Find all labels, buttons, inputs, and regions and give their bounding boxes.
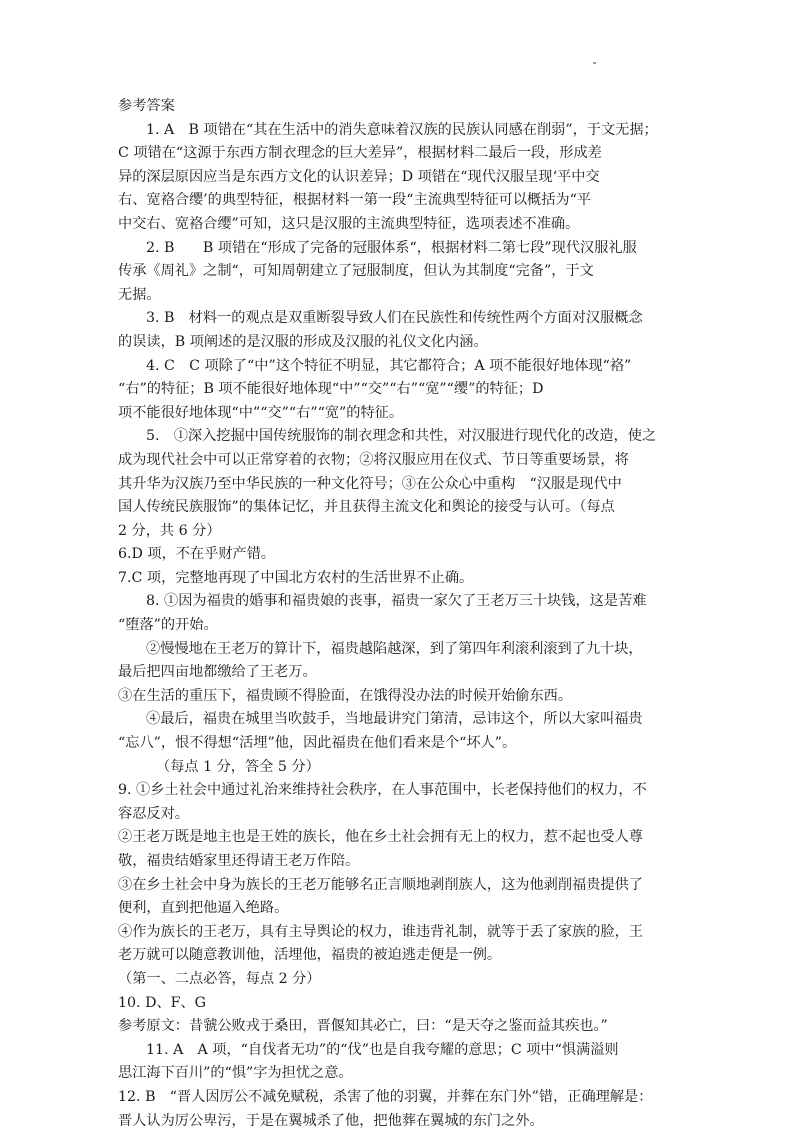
scan-mark [593, 62, 596, 64]
text-line: 4. C C 项除了“中”这个特征不明显，其它都符合；A 项不能很好地体现“袼” [146, 357, 632, 374]
text-line: 成为现代社会中可以正常穿着的衣物；②将汉服应用在仪式、节日等重要场景，将 [118, 451, 629, 468]
text-line: “堕落”的开始。 [118, 617, 218, 634]
text-line: ④最后，福贵在城里当吹鼓手，当地最讲究门第清，忌讳这个，所以大家叫福贵 [146, 711, 643, 728]
text-line: 8. ①因为福贵的婚事和福贵娘的丧事，福贵一家欠了王老万三十块钱，这是苦难 [146, 593, 647, 610]
text-line: 敬，福贵结婚家里还得请王老万作陪。 [118, 853, 360, 869]
text-line: 无据。 [118, 286, 161, 303]
text-line: 项不能很好地体现“中”“交”“右”“宽”的特征。 [118, 404, 404, 421]
text-line: 1. A B 项错在“其在生活中的消失意味着汉族的民族认同感在削弱”，于文无据； [146, 121, 658, 138]
text-line: ③在生活的重压下，福贵顾不得脸面，在饿得没办法的时候开始偷东西。 [118, 687, 573, 704]
answer-list [118, 119, 684, 1133]
text-line: 5. ①深入挖掘中国传统服饰的制衣理念和共性，对汉服进行现代化的改造，使之 [146, 428, 657, 445]
text-line: “右”的特征；B 项不能很好地体现“中”“交”“右”“宽”“缨”的特征；D [118, 381, 544, 398]
text-line: 2. B B 项错在“形成了完备的冠服体系“，根据材料二第七段”现代汉服礼服 [146, 239, 637, 256]
text-line: 最后把四亩地都缴给了王老万。 [118, 664, 317, 681]
answer-11 [118, 1039, 684, 1086]
text-line: 传承《周礼》之制“，可知周朝建立了冠服制度，但认为其制度“完备”，于文 [118, 263, 594, 280]
answer-8-point-3 [118, 685, 684, 709]
answer-5 [118, 425, 684, 543]
text-line: 国人传统民族服饰”的集体记忆，并且获得主流文化和舆论的接受与认可。（每点 [118, 499, 615, 516]
text-line: C 项错在“这源于东西方制衣理念的巨大差异”，根据材料二最后一段，形成差 [118, 145, 602, 162]
text-line: 思江海下百川”的“惧”字为担忧之意。 [118, 1065, 353, 1082]
text-line: 10. D、F、G [118, 994, 207, 1011]
text-line: （每点 1 分，答全 5 分） [156, 758, 320, 775]
text-line: 11. A A 项，“自伐者无功”的“伐”也是自我夸耀的意思；C 项中“惧满溢则 [146, 1041, 619, 1058]
text-line: 老万就可以随意教训他，活埋他，福贵的被迫逃走便是一例。 [118, 947, 502, 964]
answer-9-point-4 [118, 921, 684, 968]
text-line: 12. B “晋人因厉公不减免赋税，杀害了他的羽翼，并葬在东门外”错，正确理解是： [118, 1088, 653, 1105]
text-line: ③在乡土社会中身为族长的王老万能够名正言顺地剥削族人，这为他剥削福贵提供了 [118, 876, 643, 893]
text-line: 3. B 材料一的观点是双重断裂导致人们在民族性和传统性两个方面对汉服概念 [146, 310, 643, 327]
text-line: ④作为族长的王老万，具有主导舆论的权力，谁违背礼制，就等于丢了家族的脸，王 [118, 923, 643, 940]
answer-content [118, 95, 684, 1133]
text-line: 其升华为汉族乃至中华民族的一种文化符号；③在公众心中重构 “汉服是现代中 [118, 475, 622, 492]
answer-7 [118, 567, 684, 591]
text-line: 参考原文：昔虢公败戎于桑田，晋偃知其必亡，曰：“是天夺之鉴而益其疾也。” [118, 1018, 608, 1035]
answer-8-point-1 [118, 590, 684, 637]
text-line: 容忍反对。 [118, 805, 189, 822]
answer-6 [118, 543, 684, 567]
text-line: 便利，直到把他逼入绝路。 [118, 900, 289, 917]
answer-1 [118, 119, 684, 237]
answer-9-point-2 [118, 826, 684, 873]
text-line: 6.D 项，不在乎财产错。 [118, 546, 276, 563]
answer-9-point-1 [118, 779, 684, 826]
answer-9-point-3 [118, 874, 684, 921]
answer-3 [118, 307, 684, 354]
text-line: 7.C 项，完整地再现了中国北方农村的生活世界不止确。 [118, 569, 474, 586]
text-line: ②慢慢地在王老万的算计下，福贵越陷越深，到了第四年利滚利滚到了九十块， [146, 640, 643, 657]
answer-8-score [118, 756, 684, 780]
text-line: 中交右、宽袼合缨”可知，这只是汉服的主流典型特征，选项表述不准确。 [118, 215, 580, 232]
answer-9-score [118, 968, 684, 992]
text-line: 的误读，B 项阐述的是汉服的形成及汉服的礼仪文化内涵。 [118, 333, 488, 350]
answer-8-point-4 [118, 708, 684, 755]
answer-10 [118, 992, 684, 1016]
text-line: 2 分，共 6 分） [118, 522, 221, 539]
text-line: ②王老万既是地主也是王姓的族长，他在乡土社会拥有无上的权力，惹不起也受人尊 [118, 829, 643, 846]
text-line: 9. ①乡土社会中通过礼治来维持社会秩序，在人事范围中，长老保持他们的权力，不 [118, 782, 647, 799]
reference-original-text [118, 1015, 684, 1039]
text-line: 右、宽袼合缨’的典型特征，根据材料一第一段“主流典型特征可以概括为“平 [118, 192, 592, 209]
text-line: 异的深层原因应当是东西方文化的认识差异；D 项错在“现代汉服呈现‘平中交 [118, 168, 600, 185]
answer-8-point-2 [118, 638, 684, 685]
text-line: 晋人认为厉公卑污，于是在翼城杀了他，把他葬在翼城的东门之外。 [118, 1112, 544, 1129]
answer-12 [118, 1086, 684, 1133]
page-heading: 参考答案 [118, 98, 175, 114]
text-line: （第一、二点必答，每点 2 分） [118, 970, 321, 987]
text-line: “忘八”，恨不得想“活埋”他，因此福贵在他们看来是个“坏人”。 [118, 735, 517, 752]
answer-4 [118, 355, 684, 426]
answer-2 [118, 237, 684, 308]
